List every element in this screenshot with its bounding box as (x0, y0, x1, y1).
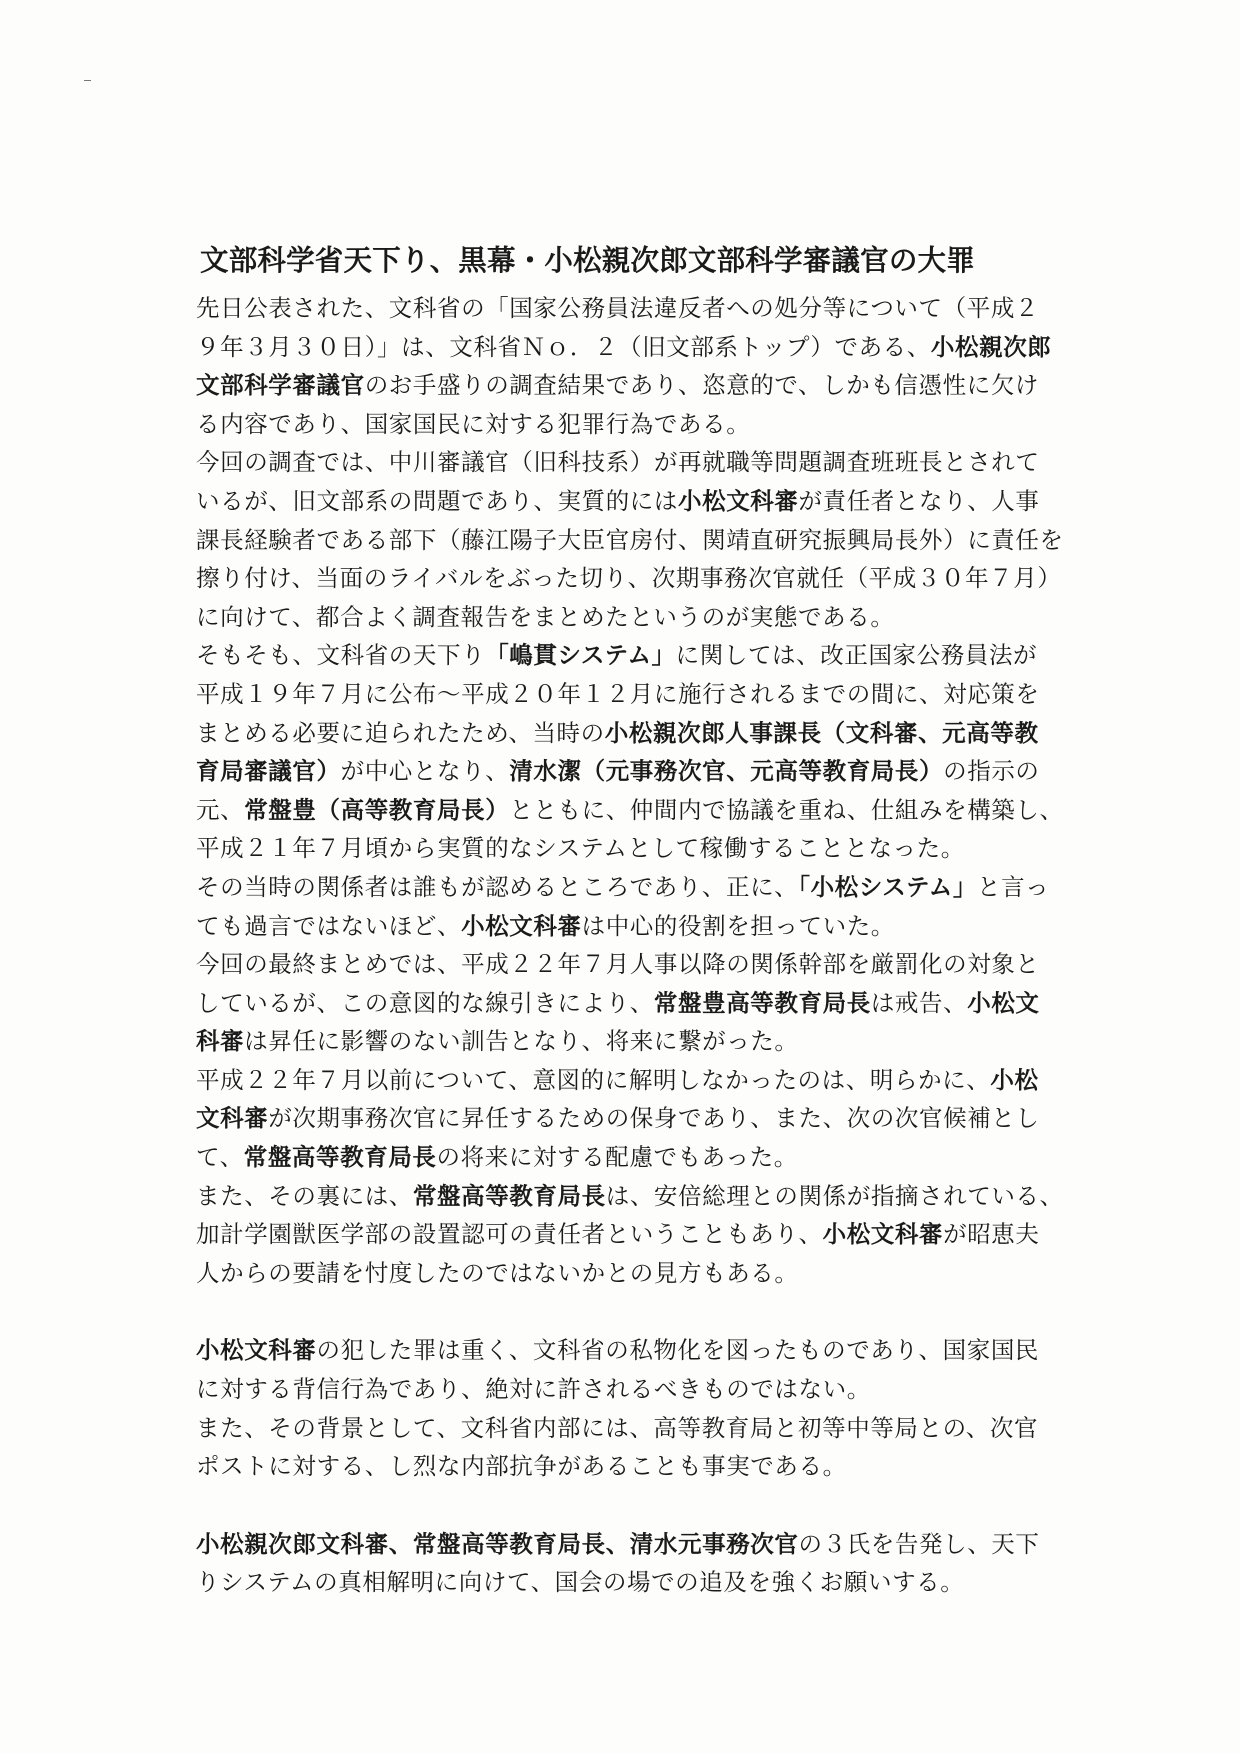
text-segment: は昇任に影響のない訓告となり、将来に繋がった。 (244, 1027, 799, 1056)
text-segment: 平成２２年７月以前について、意図的に解明しなかったのは、明らかに、 (196, 1065, 991, 1094)
text-segment: また、その背景として、文科省内部には、高等教育局と初等中等局との、次官 (196, 1413, 1039, 1442)
text-segment: は、安倍総理との関係が指摘されている、 (605, 1181, 1064, 1210)
paragraph (196, 1331, 1076, 1408)
paragraph (196, 1061, 1076, 1177)
paragraph (196, 1525, 1076, 1602)
text-line (196, 1215, 1076, 1254)
text-segment: は中心的役割を担っていた。 (581, 911, 895, 940)
text-segment: ポストに対する、し烈な内部抗争があることも事実である。 (196, 1452, 847, 1481)
text-segment: とともに、仲間内で協議を重ね、仕組みを構築し、 (509, 795, 1064, 824)
emphasized-text: 小松親次郎 (930, 332, 1052, 361)
emphasized-text: 小松文科審 (678, 486, 799, 515)
text-segment: に対する背信行為であり、絶対に許されるべきものではない。 (196, 1375, 871, 1404)
text-line (196, 482, 1076, 521)
text-line (196, 1447, 1076, 1486)
paragraph-gap (196, 1292, 1076, 1331)
text-segment: まとめる必要に迫られたため、当時の (196, 718, 605, 747)
emphasized-text: 清水潔（元事務次官、元高等教育局長） (509, 757, 944, 786)
text-segment: に向けて、都合よく調査報告をまとめたというのが実態である。 (196, 602, 895, 631)
text-segment: る内容であり、国家国民に対する犯罪行為である。 (196, 409, 751, 438)
text-line (196, 636, 1076, 675)
emphasized-text: 育局審議官） (196, 757, 341, 786)
text-segment: の犯した罪は重く、文科省の私物化を図ったものであり、国家国民 (316, 1336, 1040, 1365)
text-line (196, 1370, 1076, 1409)
emphasized-text: 「嶋貫システム」 (485, 641, 676, 670)
text-segment: に関しては、改正国家公務員法が (675, 641, 1038, 670)
text-line (196, 1061, 1076, 1100)
text-segment: が中心となり、 (340, 757, 510, 786)
text-line (196, 675, 1076, 714)
text-line (196, 1409, 1076, 1448)
text-line (196, 1177, 1076, 1216)
emphasized-text: 文科審 (196, 1104, 269, 1133)
emphasized-text: 常盤高等教育局長 (243, 1143, 437, 1172)
paragraph (196, 636, 1076, 868)
text-segment: りシステムの真相解明に向けて、国会の場での追及を強くお願いする。 (196, 1568, 965, 1597)
paragraph (196, 1177, 1076, 1293)
scan-artifact (84, 80, 91, 81)
text-segment: しているが、この意図的な線引きにより、 (196, 988, 654, 1017)
text-line (196, 559, 1076, 598)
paragraph (196, 868, 1076, 945)
text-segment: が昭恵夫 (943, 1220, 1040, 1249)
text-segment: て、 (196, 1143, 244, 1172)
emphasized-text: 常盤豊高等教育局長 (653, 988, 871, 1017)
text-line (196, 829, 1076, 868)
title-part-1: 文部科学省天下り、黒幕・ (200, 244, 545, 277)
emphasized-text: 小松文科審 (196, 1336, 317, 1365)
emphasized-text: 常盤高等教育局長 (412, 1181, 606, 1210)
text-line (196, 791, 1076, 830)
text-line (196, 328, 1076, 367)
text-line (196, 1331, 1076, 1370)
text-line (196, 405, 1076, 444)
text-line (196, 366, 1076, 405)
text-line (196, 714, 1076, 753)
text-line (196, 1138, 1076, 1177)
text-line (196, 1022, 1076, 1061)
text-line (196, 598, 1076, 637)
paragraph-gap (196, 1486, 1076, 1525)
text-segment: また、その裏には、 (196, 1181, 413, 1210)
emphasized-text: 小松文科審 (461, 911, 582, 940)
emphasized-text: 常盤豊（高等教育局長） (244, 795, 510, 824)
text-segment: と言っ (976, 872, 1050, 901)
text-segment: その当時の関係者は誰もが認めるところであり、正に、 (196, 872, 799, 901)
text-line (196, 289, 1076, 328)
text-segment: のお手盛りの調査結果であり、恣意的で、しかも信憑性に欠け (364, 371, 1040, 400)
document-body (196, 289, 1076, 1602)
text-segment: 今回の調査では、中川審議官（旧科技系）が再就職等問題調査班班長とされて (196, 448, 1040, 477)
text-line (196, 752, 1076, 791)
paragraph (196, 289, 1076, 443)
title-part-3: の大罪 (888, 244, 975, 277)
emphasized-text: 小松文科審 (822, 1220, 944, 1249)
document-title (200, 236, 1080, 286)
paragraph (196, 1409, 1076, 1486)
emphasized-text: 小松親次郎文科審、常盤高等教育局長、清水元事務次官 (196, 1529, 799, 1558)
emphasized-text: 「小松システム」 (798, 872, 977, 901)
text-line (196, 1254, 1076, 1293)
text-line (196, 945, 1076, 984)
emphasized-text: 小松文 (967, 988, 1040, 1017)
text-segment: 平成２１年７月頃から実質的なシステムとして稼働することとなった。 (196, 834, 965, 863)
text-segment: 擦り付け、当面のライバルをぶった切り、次期事務次官就任（平成３０年７月） (196, 564, 1062, 593)
text-segment: 課長経験者である部下（藤江陽子大臣官房付、関靖直研究振興局長外）に責任を (196, 525, 1064, 554)
text-segment: ても過言ではないほど、 (196, 911, 462, 940)
text-segment: 今回の最終まとめでは、平成２２年７月人事以降の関係幹部を厳罰化の対象と (196, 950, 1040, 979)
emphasized-text: 小松親次郎人事課長（文科審、元高等教 (604, 718, 1039, 747)
text-segment: の指示の (943, 757, 1040, 786)
text-segment: そもそも、文科省の天下り (196, 641, 486, 670)
text-segment: 人からの要請を忖度したのではないかとの見方もある。 (196, 1258, 799, 1287)
text-line (196, 1525, 1076, 1564)
title-part-2-emphasis: 小松親次郎文部科学審議官 (544, 244, 889, 277)
text-segment: いるが、旧文部系の問題であり、実質的には (196, 486, 678, 515)
text-segment: 元、 (196, 795, 245, 824)
emphasized-text: 小松 (990, 1065, 1039, 1094)
text-line (196, 1099, 1076, 1138)
text-line (196, 521, 1076, 560)
text-segment: 先日公表された、文科省の「国家公務員法違反者への処分等について（平成２ (196, 294, 1040, 322)
text-segment: が次期事務次官に昇任するための保身であり、また、次の次官候補とし (268, 1104, 1040, 1133)
text-segment: ９年３月３０日）」は、文科省Ｎｏ．２（旧文部系トップ）である、 (196, 332, 931, 361)
emphasized-text: 文部科学審議官 (196, 371, 365, 400)
paragraph (196, 945, 1076, 1061)
text-segment: の将来に対する配慮でもあった。 (436, 1143, 798, 1172)
emphasized-text: 科審 (196, 1027, 245, 1056)
text-segment: 平成１９年７月に公布～平成２０年１２月に施行されるまでの間に、対応策を (196, 679, 1040, 708)
text-segment: 加計学園獣医学部の設置認可の責任者ということもあり、 (196, 1220, 823, 1249)
paragraph (196, 443, 1076, 636)
text-line (196, 907, 1076, 946)
text-line (196, 984, 1076, 1023)
text-line (196, 868, 1076, 907)
text-line (196, 1563, 1076, 1602)
text-segment: の３氏を告発し、天下 (798, 1529, 1040, 1558)
text-segment: は戒告、 (870, 988, 968, 1017)
text-line (196, 443, 1076, 482)
text-segment: が責任者となり、人事 (798, 486, 1040, 515)
